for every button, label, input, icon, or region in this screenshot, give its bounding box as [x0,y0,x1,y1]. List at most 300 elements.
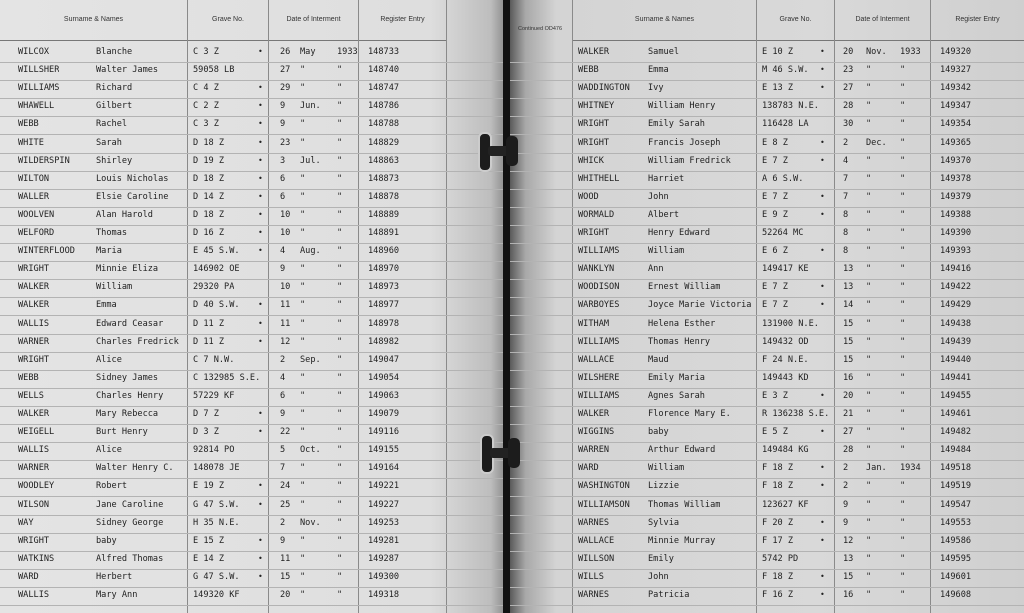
cell-month: " [300,481,306,492]
cell-given: Shirley [96,155,133,166]
cell-day: 20 [280,590,291,600]
cell-entry: 149547 [940,499,972,510]
cell-year: 1933 [900,47,921,57]
cell-entry: 149422 [940,282,972,293]
cell-surname: WARNER [18,463,50,474]
cell-day: 9 [280,535,286,546]
cell-month: Dec. [866,137,887,148]
cell-given: Ernest William [648,282,721,293]
cell-grave: M 46 S.W. [762,65,809,76]
ledger-row [510,352,1024,371]
cell-day: 8 [843,228,849,238]
cell-surname: WARNES [578,590,610,600]
ledger-row [0,460,506,479]
cell-day: 27 [843,427,854,438]
cell-given: John [648,191,669,202]
cell-surname: WALKER [578,409,610,419]
cell-given: Burt Henry [96,427,148,438]
cell-year: " [900,137,906,148]
cell-day: 7 [280,463,286,474]
cell-year: " [337,155,343,166]
cell-year: " [900,173,906,184]
cell-day: 10 [280,282,291,293]
cell-given: Sylvia [648,517,680,528]
cell-day: 2 [843,137,849,148]
cell-surname: WRIGHT [18,354,50,365]
cell-grave: E 7 Z [762,155,788,166]
cell-month: " [300,553,306,564]
cell-given: Lizzie [648,481,680,492]
cell-entry: 148747 [368,83,400,94]
cell-entry: 149253 [368,517,400,528]
cell-given: Patricia [648,590,690,600]
cell-surname: WORMALD [578,209,615,220]
cell-grave: F 17 Z [762,535,794,546]
cell-given: Mary Rebecca [96,409,159,419]
cell-grave: G 47 S.W. [193,499,240,510]
cell-grave: 149432 OD [762,336,809,347]
cell-surname: WHITHELL [578,173,620,184]
cell-grave: F 24 N.E. [762,354,809,365]
cell-grave: 5742 PD [762,553,799,564]
cell-month: " [300,119,306,130]
cell-dot: • [820,571,825,581]
cell-given: Walter Henry C. [96,463,174,474]
cell-month: " [300,390,306,401]
cell-year: " [900,427,906,438]
cell-grave: G 47 S.W. [193,571,240,582]
cell-surname: WADDINGTON [578,83,630,94]
cell-day: 12 [280,336,291,347]
cell-day: 11 [280,300,291,311]
cell-given: Minnie Murray [648,535,716,546]
cell-dot: • [258,246,263,256]
cell-surname: WALLACE [578,535,615,546]
ledger-row [510,135,1024,154]
ledger-row [510,460,1024,479]
ledger-row [510,279,1024,298]
cell-month: " [300,83,306,94]
cell-year: " [900,571,906,582]
cell-entry: 148863 [368,155,400,166]
cell-month: " [300,535,306,546]
cell-grave: C 3 Z [193,119,219,130]
cell-grave: 116428 LA [762,119,809,130]
cell-month: Aug. [300,246,321,257]
cell-grave: 131900 N.E. [762,318,819,329]
cell-surname: WILLIAMS [578,390,620,401]
cell-entry: 148873 [368,173,400,184]
cell-month: Oct. [300,445,321,456]
cell-day: 30 [843,119,854,130]
cell-month: " [866,173,872,184]
cell-day: 9 [280,409,286,419]
ledger-row [510,98,1024,117]
ledger-row [0,551,506,570]
cell-surname: WILTON [18,173,50,184]
cell-month: " [866,318,872,329]
cell-grave: D 14 Z [193,191,225,202]
cell-entry: 148970 [368,264,400,275]
cell-entry: 149518 [940,463,972,474]
cell-day: 23 [843,65,854,76]
cell-given: Agnes Sarah [648,390,705,401]
cell-dot: • [258,228,263,237]
cell-day: 6 [280,191,286,202]
cell-month: " [300,372,306,383]
cell-month: " [866,264,872,275]
cell-grave: A 6 S.W. [762,173,804,184]
cell-surname: WARNES [578,517,610,528]
cell-dot: • [258,535,263,545]
ledger-row [0,279,506,298]
ledger-row [510,533,1024,552]
cell-surname: WRIGHT [578,228,610,238]
cell-entry: 149287 [368,553,400,564]
cell-year: " [337,209,343,220]
cell-year: " [337,463,343,474]
cell-surname: WEBB [18,119,39,130]
cell-dot: • [820,517,825,527]
cell-day: 28 [843,445,854,456]
cell-dot: • [258,209,263,219]
ledger-row [510,62,1024,81]
cell-day: 20 [843,47,854,57]
ledger-row [0,587,506,606]
cell-month: May [300,47,316,57]
cell-surname: WATKINS [18,553,55,564]
cell-entry: 149327 [940,65,972,76]
cell-given: Alan Harold [96,209,153,220]
cell-grave: D 18 Z [193,173,225,184]
cell-day: 8 [843,209,849,220]
cell-year: " [900,517,906,528]
cell-given: baby [648,427,669,438]
cell-day: 2 [280,517,286,528]
cell-year: " [900,481,906,492]
cell-year: " [337,499,343,510]
cell-entry: 149365 [940,137,972,148]
cell-day: 23 [280,137,291,148]
cell-given: Alice [96,445,122,456]
cell-month: " [866,553,872,564]
cell-grave: 138783 N.E. [762,101,819,112]
cell-grave: D 3 Z [193,427,219,438]
ledger-row [510,261,1024,280]
cell-entry: 149482 [940,427,972,438]
cell-year: " [900,372,906,383]
cell-year: 1933 [337,47,358,57]
cell-entry: 149354 [940,119,972,130]
cell-entry: 149155 [368,445,400,456]
cell-month: " [866,336,872,347]
cell-year: " [900,264,906,275]
cell-day: 25 [280,499,291,510]
cell-month: " [300,65,306,76]
cell-entry: 149221 [368,481,400,492]
cell-month: " [300,264,306,275]
cell-grave: 146902 OE [193,264,240,275]
cell-month: Jun. [300,101,321,112]
cell-grave: F 20 Z [762,517,794,528]
cell-grave: 92814 PO [193,445,235,456]
cell-given: Emily [648,553,674,564]
cell-year: " [900,119,906,130]
cell-given: Sidney George [96,517,164,528]
cell-given: Herbert [96,571,133,582]
cell-year: " [900,354,906,365]
cell-month: " [866,354,872,365]
cell-surname: WHICK [578,155,604,166]
continued-stamp: Continued OD476 [518,26,563,32]
header-surname-names: Surname & Names [0,0,187,41]
cell-day: 24 [280,481,291,492]
cell-month: " [300,590,306,600]
cell-entry: 148829 [368,137,400,148]
cell-year: " [900,499,906,510]
cell-surname: WALLER [18,191,50,202]
cell-day: 7 [843,173,849,184]
cell-day: 11 [280,553,291,564]
cell-day: 15 [843,571,854,582]
cell-entry: 149370 [940,155,972,166]
cell-month: " [300,336,306,347]
ledger-row [0,116,506,135]
cell-given: Maria [96,246,122,257]
header-grave-no: Grave No. [757,0,834,41]
cell-given: William [96,282,133,293]
ledger-row [510,442,1024,461]
cell-year: " [900,282,906,293]
cell-surname: WALKER [18,300,50,311]
cell-surname: WOODISON [578,282,620,293]
cell-surname: WILLSON [578,553,615,564]
ledger-row [510,370,1024,389]
cell-dot: • [258,101,263,111]
cell-grave: E 5 Z [762,427,788,438]
cell-surname: WINTERFLOOD [18,246,75,257]
cell-month: " [866,101,872,112]
ledger-row [0,424,506,443]
cell-dot: • [820,209,825,219]
cell-grave: F 18 Z [762,463,794,474]
cell-entry: 149608 [940,590,972,600]
cell-entry: 149439 [940,336,972,347]
cell-given: Alfred Thomas [96,553,164,564]
cell-dot: • [820,155,825,165]
cell-month: " [300,571,306,582]
cell-day: 4 [280,246,286,257]
cell-dot: • [258,191,263,201]
cell-given: William [648,463,685,474]
cell-day: 4 [843,155,849,166]
cell-dot: • [820,535,825,545]
ledger-row [510,478,1024,497]
cell-month: " [300,209,306,220]
ledger-row [510,406,1024,425]
cell-given: Sarah [96,137,122,148]
cell-year: " [337,336,343,347]
cell-year: " [337,119,343,130]
cell-given: Edward Ceasar [96,318,164,329]
cell-day: 10 [280,209,291,220]
ledger-row [510,189,1024,208]
cell-grave: H 35 N.E. [193,517,240,528]
cell-entry: 149519 [940,481,972,492]
cell-month: " [866,390,872,401]
cell-grave: F 18 Z [762,481,794,492]
cell-day: 16 [843,590,854,600]
cell-month: Nov. [300,517,321,528]
cell-year: " [337,372,343,383]
cell-given: Thomas Henry [648,336,711,347]
cell-grave: E 3 Z [762,390,788,401]
cell-entry: 149484 [940,445,972,456]
ledger-row [510,334,1024,353]
cell-entry: 148878 [368,191,400,202]
cell-day: 11 [280,318,291,329]
cell-day: 9 [280,264,286,275]
cell-grave: D 18 Z [193,137,225,148]
cell-month: " [866,300,872,311]
cell-entry: 149601 [940,571,972,582]
cell-year: " [900,445,906,456]
cell-surname: WILLIAMS [578,336,620,347]
cell-given: Florence Mary E. [648,409,731,419]
cell-given: Charles Henry [96,390,164,401]
cell-day: 20 [843,390,854,401]
cell-surname: WRIGHT [18,264,50,275]
cell-year: " [900,535,906,546]
cell-given: Francis Joseph [648,137,721,148]
ledger-row [0,352,506,371]
cell-year: " [337,318,343,329]
cell-surname: WOODLEY [18,481,55,492]
cell-year: " [900,65,906,76]
cell-grave: 149320 KF [193,590,240,600]
cell-given: William [648,246,685,257]
cell-grave: 149417 KE [762,264,809,275]
cell-surname: WARD [578,463,599,474]
ledger-row [0,316,506,335]
cell-year: " [337,246,343,257]
ledger-row [510,388,1024,407]
cell-entry: 148889 [368,209,400,220]
cell-given: Charles Fredrick [96,336,179,347]
cell-given: Louis Nicholas [96,173,169,184]
right-ledger-page [510,0,1024,613]
cell-grave: 149484 KG [762,445,809,456]
cell-month: " [866,571,872,582]
cell-given: Joyce Marie Victoria [648,300,752,311]
cell-grave: E 15 Z [193,535,225,546]
ledger-row [0,171,506,190]
cell-given: John [648,571,669,582]
cell-grave: C 7 N.W. [193,354,235,365]
cell-surname: WOOLVEN [18,209,55,220]
cell-dot: • [258,47,263,56]
cell-given: Alice [96,354,122,365]
cell-surname: WEBB [18,372,39,383]
ledger-row [0,98,506,117]
cell-year: " [337,553,343,564]
cell-given: Henry Edward [648,228,711,238]
cell-grave: E 8 Z [762,137,788,148]
cell-month: " [866,246,872,257]
cell-day: 13 [843,264,854,275]
cell-grave: D 11 Z [193,318,225,329]
cell-dot: • [258,155,263,165]
cell-month: " [866,83,872,94]
cell-given: Sidney James [96,372,159,383]
ledger-row [510,116,1024,135]
cell-entry: 148740 [368,65,400,76]
cell-dot: • [820,481,825,491]
header-grave-no: Grave No. [188,0,268,41]
cell-surname: WANKLYN [578,264,615,275]
cell-given: Rachel [96,119,128,130]
cell-dot: • [258,481,263,491]
cell-month: " [866,517,872,528]
cell-entry: 149116 [368,427,400,438]
cell-year: " [900,191,906,202]
ledger-row [510,297,1024,316]
cell-month: " [866,590,872,600]
cell-given: Helena Esther [648,318,716,329]
cell-entry: 148978 [368,318,400,329]
cell-day: 15 [843,354,854,365]
cell-entry: 148977 [368,300,400,311]
ledger-row [0,243,506,262]
cell-dot: • [258,137,263,147]
binder-clip-top [478,132,504,174]
cell-given: Walter James [96,65,159,76]
cell-given: Mary Ann [96,590,138,600]
cell-year: " [900,553,906,564]
cell-year: " [337,481,343,492]
cell-surname: WILLSHER [18,65,60,76]
cell-entry: 149318 [368,590,400,600]
cell-day: 5 [280,445,286,456]
cell-given: Maud [648,354,669,365]
cell-entry: 148733 [368,47,400,57]
cell-entry: 149429 [940,300,972,311]
ledger-row [0,44,506,63]
ledger-row [510,243,1024,262]
cell-year: " [337,517,343,528]
cell-grave: C 3 Z [193,47,219,57]
cell-dot: • [820,590,825,599]
cell-surname: WALKER [18,409,50,419]
cell-day: 13 [843,282,854,293]
cell-dot: • [258,409,263,418]
cell-surname: WELLS [18,390,44,401]
cell-year: " [337,65,343,76]
cell-year: " [900,155,906,166]
cell-month: " [866,228,872,238]
cell-day: 29 [280,83,291,94]
ledger-row [510,515,1024,534]
cell-surname: WHITE [18,137,44,148]
cell-month: " [866,535,872,546]
cell-given: Albert [648,209,680,220]
cell-entry: 149586 [940,535,972,546]
cell-surname: WALKER [578,47,610,57]
cell-month: " [300,463,306,474]
cell-dot: • [258,499,263,509]
cell-dot: • [820,390,825,400]
cell-entry: 149347 [940,101,972,112]
